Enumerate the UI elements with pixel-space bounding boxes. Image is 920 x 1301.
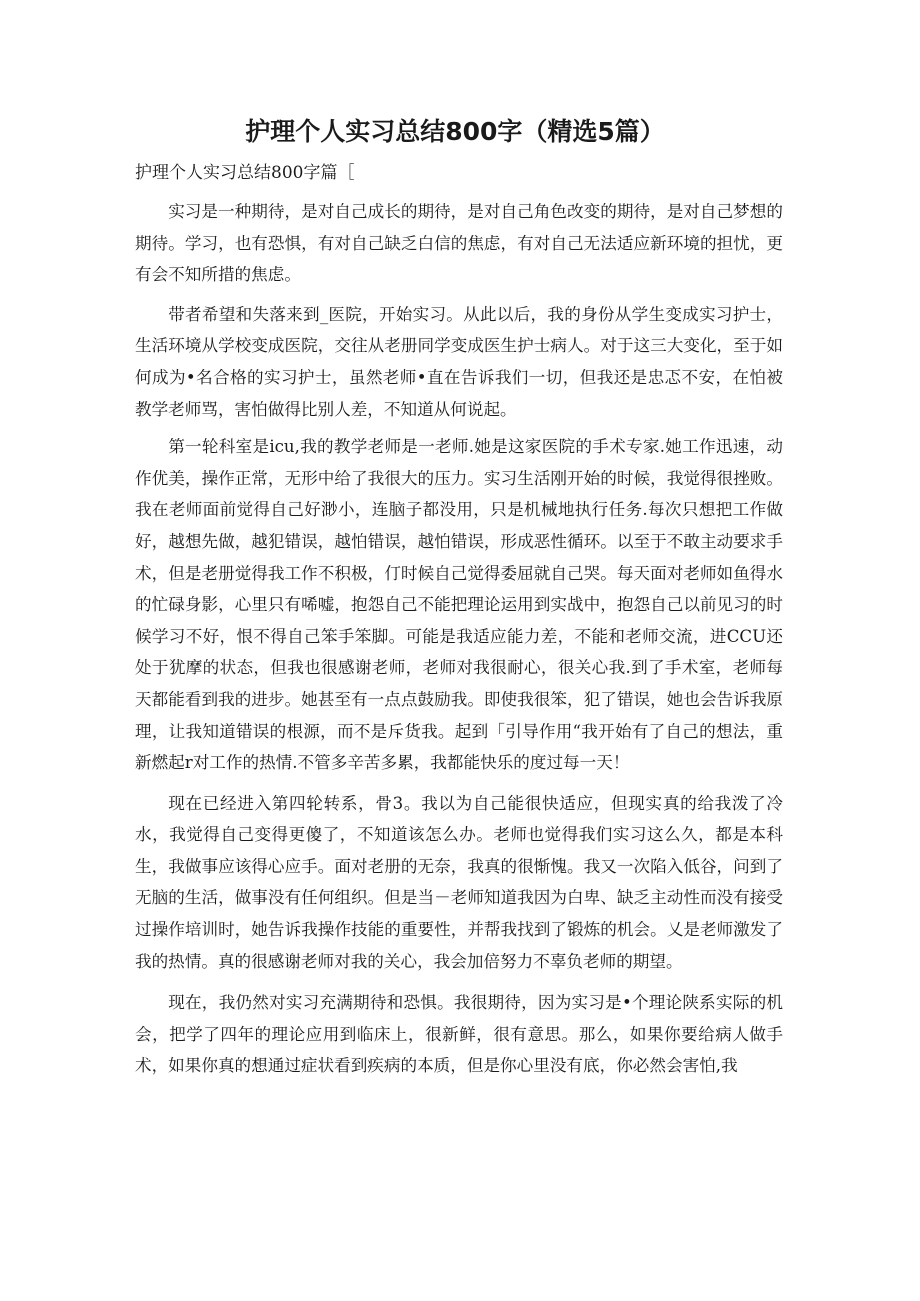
paragraph-1: 实习是一种期待，是对自己成长的期待，是对自己角色改变的期待，是对自己梦想的期待。学习，也有恐惧，有对自己缺乏白信的焦虑，有对自己无法适应新环境的担忧，更有会不知所措的焦虑。 xyxy=(135,202,783,285)
paragraph-4: 现在已经进入第四轮转系，骨3。我以为自己能很快适应，但现实真的给我泼了冷水，我觉得自己变得更傻了，不知道该怎么办。老师也觉得我们实习这么久，都是本科生，我做事应该得心应手。面对老册的无奈，我真的很惭愧。我又一次陷入低谷，问到了无脑的生活，做事没有任何组织。但是当－老师知道我因为白卑、缺乏主动性而没有接受过操作培训时，她告诉我操作技能的重要性，并帮我找到了锻炼的机会。乂是老师激发了我的热情。真的很感谢老师对我的关心，我会加倍努力不辜负老师的期望。 xyxy=(135,793,783,971)
document-body xyxy=(135,196,783,1082)
section-heading: 护理个人实习总结800字篇［ xyxy=(135,163,355,183)
paragraph-2: 带者希望和失落来到_医院，开始实习。从此以后，我的身份从学生变成实习护士，生活环境从学校变成医院，交往从老册同学变成医生护士病人。对于这三大变化，至于如何成为•名合格的实习护士，虽然老师•直在告诉我们一切，但我还是忠忑不安，在怕被教学老师骂，害怕做得比别人差，不知道从何说起。 xyxy=(135,304,783,419)
paragraph-3: 第一轮科室是icu,我的教学老师是一老师.她是这家医院的手术专家.她工作迅速，动作优美，操作正常，无形中给了我很大的压力。实习生活刚开始的时候，我觉得很挫败。我在老师面前觉得自己好渺小，连脑子都没用，只是机械地执行任务.每次只想把工作做好，越想先做，越犯错误，越怕错误，越怕错误，形成恶性循环。以至于不敢主动要求手术，但是老册觉得我工作不积极，仃时候自己觉得委屈就自己哭。每天面对老师如鱼得水的忙碌身影，心里只有唏嘘，抱怨自己不能把理论运用到实战中，抱怨自己以前见习的时候学习不好，恨不得自己笨手笨脚。可能是我适应能力差，不能和老师交流，进CCU还处于犹摩的状态，但我也很感谢老师，老师对我很耐心，很关心我.到了手术室，老师每天都能看到我的进步。她甚至有一点点鼓励我。即使我很笨，犯了错误，她也会告诉我原理，让我知道错误的根源，而不是斥货我。起到「引导作用“我开始有了自己的想法，重新燃起r对工作的热情.不管多辛苦多累，我都能快乐的度过每一天！ xyxy=(135,437,783,773)
document-title: 护理个人实习总结800字（精选5篇） xyxy=(245,117,665,146)
paragraph-5: 现在，我仍然对实习充满期待和恐惧。我很期待，因为实习是•个理论陕系实际的机会，把学了四年的理论应用到临床上，很新鲜，很有意思。那么，如果你要给病人做手术，如果你真的想通过症状看到疾病的本质，但是你心里没有底，你必然会害怕,我 xyxy=(135,993,783,1076)
